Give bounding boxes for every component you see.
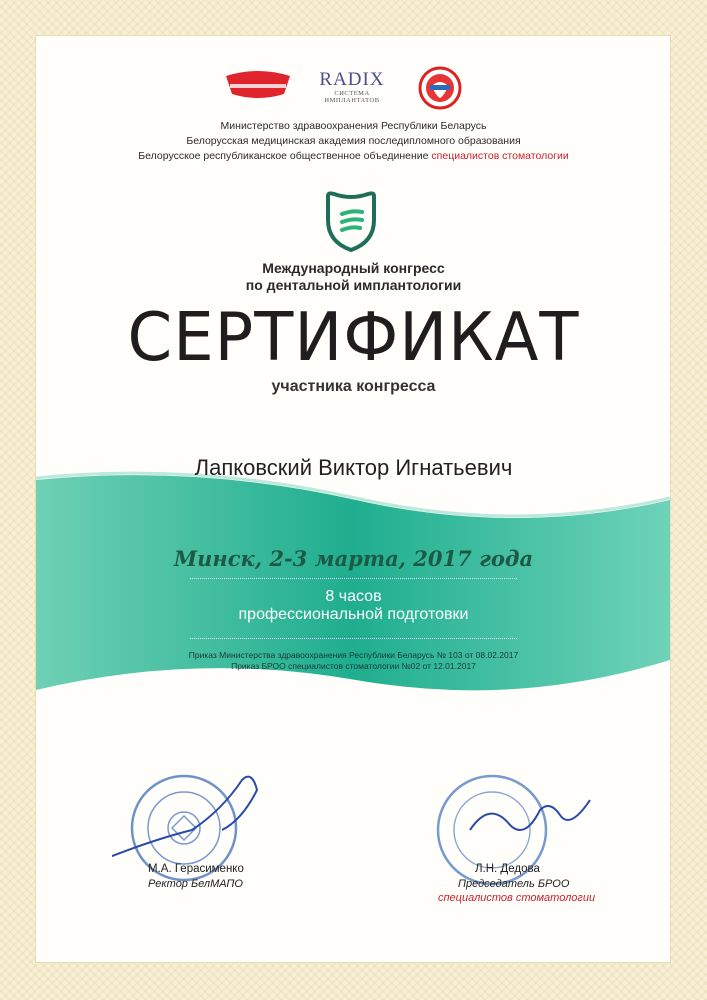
- org-line-association: [0, 149, 707, 164]
- congress-title-line-1: Международный конгресс: [262, 260, 445, 276]
- round-emblem-logo-icon: [418, 66, 462, 110]
- tooth-logo-icon: [322, 190, 380, 254]
- certificate-title: СЕРТИФИКАТ: [127, 299, 580, 377]
- congress-title: [0, 260, 707, 294]
- congress-title-line-2: по дентальной имплантологии: [245, 277, 462, 293]
- radix-logo-subtitle: СИСТЕМА ИМПЛАНТАТОВ: [324, 90, 380, 104]
- left-signatory-role: Ректор БелМАПО: [148, 878, 243, 890]
- org-line-ministry: Министерство здравоохранения Республики Беларусь: [220, 120, 487, 132]
- radix-logo: [312, 70, 392, 104]
- org-line-association-accent: специалистов стоматологии: [431, 150, 569, 162]
- radix-logo-word: RADIX: [319, 69, 385, 90]
- red-arc-logo-icon: [222, 70, 294, 104]
- recipient-name: Лапковский Виктор Игнатьевич: [194, 455, 513, 480]
- org-line-association-main: Белорусское республиканское общественное объединение: [138, 150, 432, 162]
- hours-count: 8 часов: [325, 588, 382, 605]
- right-signatory-name: Л.Н. Дедова: [475, 863, 540, 875]
- organizations-block: [0, 119, 707, 164]
- sponsor-logos: [0, 68, 707, 108]
- event-place-date: Минск, 2-3 марта, 2017 года: [173, 546, 534, 571]
- certificate-subtitle: участника конгресса: [271, 378, 436, 395]
- order-association: Приказ БРОО специалистов стоматологии №02 от 12.01.2017: [231, 661, 476, 671]
- left-signatory-name: М.А. Герасименко: [148, 863, 244, 875]
- right-signatory-role-line-2: специалистов стоматологии: [438, 892, 596, 904]
- order-ministry: Приказ Министерства здравоохранения Республики Беларусь № 103 от 08.02.2017: [188, 650, 519, 660]
- orders-block: [0, 650, 707, 672]
- right-signatory-role: Председатель БРОО: [458, 878, 570, 890]
- hours-description: профессиональной подготовки: [238, 606, 469, 623]
- dotted-divider-bottom: [190, 638, 517, 639]
- dotted-divider-top: [190, 578, 517, 579]
- hours-block: [0, 588, 707, 624]
- org-line-academy: Белорусская медицинская академия последипломного образования: [186, 135, 521, 147]
